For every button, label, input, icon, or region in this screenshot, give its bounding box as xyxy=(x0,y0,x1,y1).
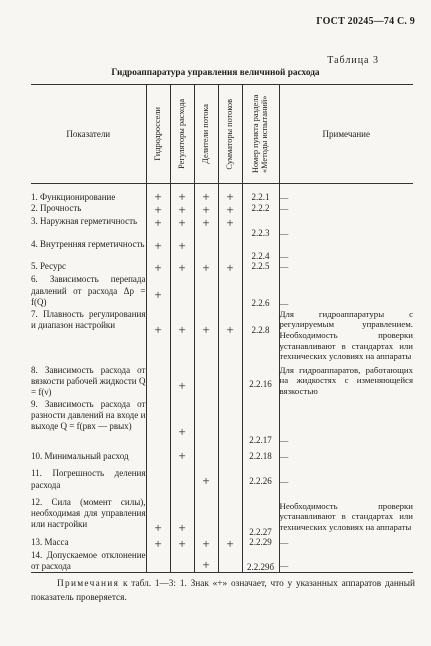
row-mark: + xyxy=(194,537,218,550)
row-section: 2.2.2 xyxy=(242,203,279,216)
row-name: 10. Минимальный расход xyxy=(31,451,129,462)
row-name: 11. Погрешность деления расхода xyxy=(31,468,146,490)
table-row xyxy=(31,261,413,274)
table-row xyxy=(31,184,413,204)
row-name: 6. Зависимость перепада давлений от расхода Δp = f(Q) xyxy=(31,274,146,307)
row-section: 2.2.17 xyxy=(242,399,279,446)
page-header: ГОСТ 20245—74 С. 9 xyxy=(316,16,415,27)
row-mark: + xyxy=(194,309,218,365)
header-col1-label: Гидродроссели xyxy=(153,107,163,161)
row-note: — xyxy=(279,550,413,573)
row-note: — xyxy=(279,445,413,462)
row-mark xyxy=(218,491,242,537)
header-col4 xyxy=(218,85,242,184)
row-mark: + xyxy=(170,309,194,365)
row-mark xyxy=(146,550,170,573)
row-mark: + xyxy=(170,184,194,204)
row-note: — xyxy=(279,239,413,262)
row-name: 8. Зависимость расхода от вязкости рабочей жидкости Q = f(ν) xyxy=(31,364,146,398)
row-name: 5. Ресурс xyxy=(31,261,66,272)
row-mark xyxy=(194,399,218,446)
row-note: Для гидроаппаратов, работающих на жидкостях с изменяющейся вязкостью xyxy=(279,365,413,399)
row-mark xyxy=(146,462,170,491)
row-mark xyxy=(194,365,218,399)
row-mark xyxy=(218,239,242,262)
table-row xyxy=(31,445,413,462)
row-mark xyxy=(146,445,170,462)
indicators-table xyxy=(31,84,413,573)
row-name: 3. Наружная герметичность xyxy=(31,216,138,227)
row-section: 2.2.4 xyxy=(242,239,279,262)
header-col4-label: Сумматоры потоков xyxy=(225,98,235,170)
row-mark: + xyxy=(194,184,218,204)
header-note: Примечание xyxy=(279,85,413,184)
row-name: 7. Плавность регулирования и диапазон настройки xyxy=(31,308,146,331)
row-mark: + xyxy=(218,309,242,365)
row-note: — xyxy=(279,274,413,309)
row-mark xyxy=(194,239,218,262)
row-mark: + xyxy=(146,203,170,216)
table-row xyxy=(31,239,413,262)
header-col2-label: Регуляторы расхода xyxy=(177,99,187,169)
header-col1 xyxy=(146,85,170,184)
row-note: — xyxy=(279,462,413,491)
table-row xyxy=(31,537,413,550)
row-mark: + xyxy=(170,239,194,262)
footnote-text: к табл. 1—3: 1. Знак «+» означает, что у указанных аппаратов данный показатель проверяется. xyxy=(31,579,415,603)
row-note: Для гидроаппаратуры с регулируемым управлением. Необходимость проверки устанавливают в стандартах или технических условиях на аппараты xyxy=(279,309,413,365)
row-name: 13. Масса xyxy=(31,536,69,547)
row-mark xyxy=(170,550,194,573)
header-param: Показатели xyxy=(31,85,146,184)
row-mark: + xyxy=(218,216,242,239)
row-mark xyxy=(170,274,194,309)
row-mark xyxy=(146,365,170,399)
row-section: 2.2.16 xyxy=(242,365,279,399)
row-section: 2.2.3 xyxy=(242,216,279,239)
row-section: 2.2.29 xyxy=(242,537,279,550)
header-col5 xyxy=(242,85,279,184)
table-title: Гидроаппаратура управления величиной расхода xyxy=(111,68,320,78)
row-mark xyxy=(170,462,194,491)
row-mark: + xyxy=(146,274,170,309)
row-mark xyxy=(218,365,242,399)
table-row xyxy=(31,274,413,309)
table-row xyxy=(31,216,413,239)
row-mark: + xyxy=(146,184,170,204)
row-section: 2.2.8 xyxy=(242,309,279,365)
row-mark xyxy=(146,399,170,446)
row-note: — xyxy=(279,216,413,239)
row-mark: + xyxy=(218,203,242,216)
row-note: — xyxy=(279,184,413,204)
table-row xyxy=(31,491,413,537)
table-row xyxy=(31,399,413,446)
header-col3-label: Делители потока xyxy=(201,104,211,164)
row-mark: + xyxy=(170,203,194,216)
row-name: 4. Внутренняя герметичность xyxy=(31,238,145,249)
row-mark: + xyxy=(170,537,194,550)
row-mark xyxy=(194,491,218,537)
row-section: 2.2.5 xyxy=(242,261,279,274)
row-note: — xyxy=(279,399,413,446)
row-name: 14. Допускаемое отклонение от расхода xyxy=(31,549,146,572)
table-row xyxy=(31,309,413,365)
row-mark: + xyxy=(218,261,242,274)
row-mark xyxy=(218,462,242,491)
row-note: — xyxy=(279,203,413,216)
row-section: 2.2.26 xyxy=(242,462,279,491)
row-mark: + xyxy=(170,216,194,239)
row-mark: + xyxy=(170,491,194,537)
row-mark: + xyxy=(218,537,242,550)
row-section: 2.2.18 xyxy=(242,445,279,462)
row-mark: + xyxy=(218,184,242,204)
row-note: Необходимость проверки устанавливают в стандартах или технических условиях на аппараты xyxy=(279,491,413,537)
row-mark: + xyxy=(146,239,170,262)
row-name: 12. Сила (момент силы), необходимая для управления или настройки xyxy=(31,496,146,530)
row-mark: + xyxy=(194,261,218,274)
table-row xyxy=(31,550,413,573)
table-label: Таблица 3 xyxy=(327,55,379,66)
row-section: 2.2.6 xyxy=(242,274,279,309)
table-header-row xyxy=(31,85,413,184)
header-col5-label: Номер пункта раздела «Методы испытаний» xyxy=(251,94,270,174)
row-mark xyxy=(218,399,242,446)
row-mark: + xyxy=(194,203,218,216)
row-mark: + xyxy=(146,309,170,365)
table-row xyxy=(31,203,413,216)
row-mark: + xyxy=(146,491,170,537)
row-section: 2.2.1 xyxy=(242,184,279,204)
header-col3 xyxy=(194,85,218,184)
row-name: 1. Функционирование xyxy=(31,192,116,202)
row-mark: + xyxy=(194,550,218,573)
row-name: 9. Зависимость расхода от разности давлений на входе и выходе Q = f(pвх — pвых) xyxy=(31,398,146,432)
row-note: — xyxy=(279,261,413,274)
footnote-label: Примечания xyxy=(57,579,120,589)
row-mark: + xyxy=(194,462,218,491)
row-name: 2. Прочность xyxy=(31,203,82,214)
table-row xyxy=(31,365,413,399)
row-mark: + xyxy=(146,261,170,274)
row-mark: + xyxy=(146,537,170,550)
table-row xyxy=(31,462,413,491)
row-mark xyxy=(218,274,242,309)
row-note: — xyxy=(279,537,413,550)
row-mark: + xyxy=(194,216,218,239)
row-mark xyxy=(194,445,218,462)
header-col2 xyxy=(170,85,194,184)
row-section: 2.2.29б xyxy=(242,550,279,573)
row-mark: + xyxy=(170,445,194,462)
row-section: 2.2.27 xyxy=(242,491,279,537)
row-mark xyxy=(218,550,242,573)
row-mark: + xyxy=(170,261,194,274)
table-footnote xyxy=(31,578,415,606)
row-mark: + xyxy=(170,365,194,399)
row-mark xyxy=(194,274,218,309)
row-mark: + xyxy=(170,399,194,446)
row-mark xyxy=(218,445,242,462)
row-mark: + xyxy=(146,216,170,239)
